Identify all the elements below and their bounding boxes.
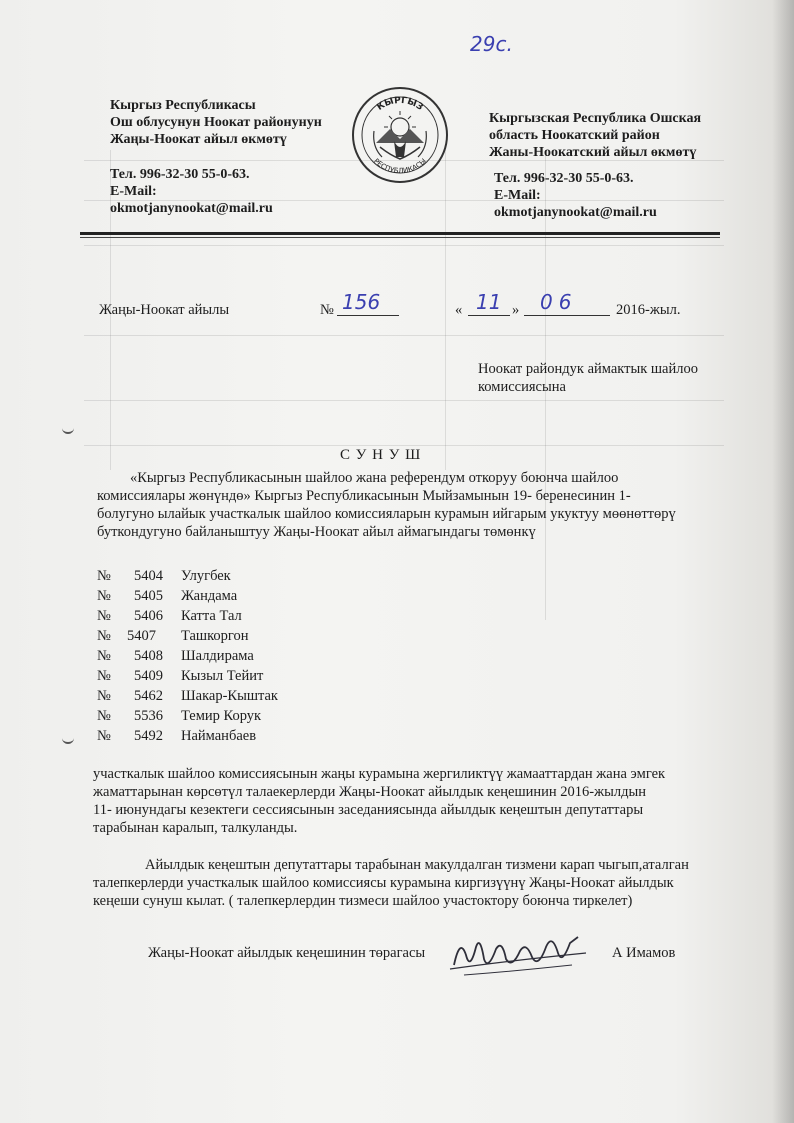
intro-line-4: буткондугуно байланыштуу Жаңы-Ноокат айыл аймагындагы төмөнкү — [97, 524, 536, 540]
date-day-underline — [468, 315, 510, 316]
header-right-phone: Тел. 996-32-30 55-0-63. — [494, 171, 634, 186]
header-right-line1: Кыргызская Республика Ошская — [489, 111, 702, 126]
bleed-through-line — [445, 150, 446, 470]
addressee-line2: комиссиясына — [478, 379, 566, 395]
para2-line-4: тарабынан каралып, талкуланды. — [93, 820, 298, 836]
para2-line-1: участкалык шайлоо комиссиясынын жаңы курамына жергиликтүү жамааттардан жана эмгек — [93, 766, 666, 782]
bleed-through-line — [84, 245, 724, 246]
date-year: 2016-жыл. — [616, 302, 681, 318]
signatory-name: А Имамов — [612, 945, 676, 961]
bleed-through-line — [84, 445, 724, 446]
header-divider — [80, 232, 720, 235]
header-right-email: okmotjanynookat@mail.ru — [494, 205, 657, 220]
bleed-through-line — [84, 335, 724, 336]
para3-line-1: Айылдык кеңештын депутаттары тарабынан макулдалган тизмени карап чыгып,аталган — [145, 857, 689, 873]
intro-line-1: «Кыргыз Республикасынын шайлоо жана референдум откоруу боюнча шайлоо — [130, 470, 619, 486]
date-close-quote: » — [512, 302, 520, 318]
header-left-phone: Тел. 996-32-30 55-0-63. — [110, 167, 250, 182]
header-divider-thin — [80, 237, 720, 238]
state-emblem-icon — [350, 85, 450, 185]
date-month-underline — [524, 315, 610, 316]
ref-number-underline — [337, 315, 399, 316]
header-left-email: okmotjanynookat@mail.ru — [110, 201, 273, 216]
date-open-quote: « — [455, 302, 463, 318]
emblem-top-text: КЫРГЫЗ — [375, 95, 425, 113]
header-right-line2: область Ноокатский район — [489, 128, 660, 143]
intro-line-3: болугуно ылайык участкалык шайлоо комиссияларын курамын ийгарым укуктуу мөөнөттөрү — [97, 506, 676, 522]
intro-line-2: комиссиялары жөнүндө» Кыргыз Республикасынын Мыйзамынын 19- беренесинин 1- — [97, 488, 631, 504]
page-number-handwritten: 29c. — [470, 32, 513, 56]
header-left-line1: Кыргыз Республикасы — [110, 98, 256, 113]
signatory-role: Жаңы-Ноокат айылдык кеңешинин төрагасы — [148, 945, 426, 961]
place-name: Жаңы-Ноокат айылы — [99, 302, 230, 318]
bleed-through-line — [84, 400, 724, 401]
para2-line-3: 11- июнундагы кезектеги сессиясынын заседаниясында айылдык кеңештын депутаттары — [93, 802, 644, 818]
para2-line-2: жаматтарынан көрсөтүл талаекерлерди Жаңы-Ноокат айылдык кеңешинин 2016-жылдын — [93, 784, 647, 800]
header-left-line3: Жаңы-Ноокат айыл өкмөтү — [110, 132, 287, 147]
header-left-email-label: E-Mail: — [110, 184, 157, 199]
document-title: С У Н У Ш — [340, 447, 422, 463]
date-day: 11 — [476, 290, 502, 314]
para3-line-2: талепкерлерди участкалык шайлоо комиссиясы курамына киргизүүнү Жаңы-Ноокат айылдык — [93, 875, 674, 891]
ref-number-value: 156 — [342, 290, 381, 314]
date-month: 06 — [540, 290, 578, 314]
emblem-bottom-text: РЕСПУБЛИКАСЫ — [372, 157, 428, 176]
ref-number-label: № — [320, 302, 334, 318]
handwritten-signature — [446, 925, 596, 985]
header-left-line2: Ош облусунун Ноокат районунун — [110, 115, 322, 130]
addressee-line1: Ноокат райондук аймактык шайлоо — [478, 361, 698, 377]
page-edge-shadow — [772, 0, 794, 1123]
header-right-line3: Жаны-Ноокатский айыл өкмөтү — [489, 145, 697, 160]
header-right-email-label: E-Mail: — [494, 188, 541, 203]
para3-line-3: кеңеши сунуш кылат. ( талепкерлердин тизмеси шайлоо участокторy боюнча тиркелет) — [93, 893, 633, 909]
